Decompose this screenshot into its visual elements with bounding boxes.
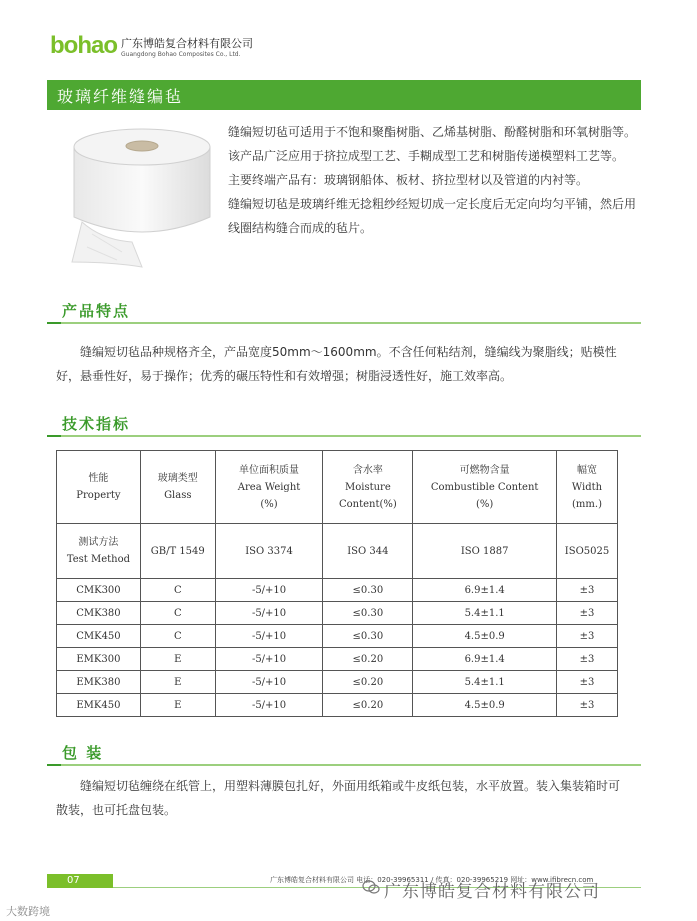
table-cell: ±3 <box>557 694 618 717</box>
table-cell: EMK380 <box>57 671 141 694</box>
column-header: 含水率 Moisture Content(%) <box>323 451 413 524</box>
table-cell: ±3 <box>557 579 618 602</box>
table-cell: -5/+10 <box>215 671 323 694</box>
table-cell: C <box>140 602 215 625</box>
section-heading-specs: 技术指标 <box>62 415 131 433</box>
table-row <box>57 694 618 717</box>
section-divider <box>47 435 641 437</box>
page-title: 玻璃纤维缝编毡 <box>57 87 184 106</box>
table-cell: ±3 <box>557 648 618 671</box>
table-cell: ±3 <box>557 625 618 648</box>
table-row <box>57 625 618 648</box>
table-cell: 测试方法 Test Method <box>57 524 141 579</box>
column-header: 幅宽 Width (mm.) <box>557 451 618 524</box>
table-cell: E <box>140 694 215 717</box>
table-cell: 4.5±0.9 <box>413 694 557 717</box>
page-number: 07 <box>67 875 80 886</box>
watermark-left: 大数跨境 <box>6 905 50 918</box>
section-heading-packaging: 包 装 <box>62 744 104 762</box>
table-cell: ISO 3374 <box>215 524 323 579</box>
table-cell: C <box>140 579 215 602</box>
table-cell: GB/T 1549 <box>140 524 215 579</box>
wechat-icon <box>362 878 380 896</box>
table-cell: -5/+10 <box>215 579 323 602</box>
company-logo <box>50 32 253 60</box>
table-cell: 6.9±1.4 <box>413 648 557 671</box>
title-bar <box>47 80 641 110</box>
column-header: 单位面积质量 Area Weight (%) <box>215 451 323 524</box>
table-cell: ISO5025 <box>557 524 618 579</box>
table-cell: -5/+10 <box>215 625 323 648</box>
logo-text <box>121 35 253 58</box>
section-heading-features: 产品特点 <box>62 302 131 320</box>
table-cell: ≤0.30 <box>323 602 413 625</box>
table-cell: -5/+10 <box>215 602 323 625</box>
table-cell: -5/+10 <box>215 648 323 671</box>
company-name-en: Guangdong Bohao Composites Co., Ltd. <box>121 50 241 58</box>
table-cell: CMK450 <box>57 625 141 648</box>
intro-text <box>228 120 638 240</box>
table-cell: ≤0.20 <box>323 694 413 717</box>
table-cell: ≤0.30 <box>323 625 413 648</box>
table-cell: -5/+10 <box>215 694 323 717</box>
intro-paragraph: 主要终端产品有：玻璃钢船体、板材、挤拉型材以及管道的内衬等。 <box>228 173 589 187</box>
test-method-row <box>57 524 618 579</box>
table-cell: EMK300 <box>57 648 141 671</box>
table-row <box>57 648 618 671</box>
table-cell: ≤0.20 <box>323 671 413 694</box>
table-cell: ISO 344 <box>323 524 413 579</box>
packaging-text: 缝编短切毡缠绕在纸管上，用塑料薄膜包扎好，外面用纸箱或牛皮纸包装，水平放置。装入集装箱时可散装，也可托盘包装。 <box>56 779 621 817</box>
table-cell: ±3 <box>557 671 618 694</box>
column-header: 玻璃类型 Glass <box>140 451 215 524</box>
table-cell: 5.4±1.1 <box>413 671 557 694</box>
column-header: 性能 Property <box>57 451 141 524</box>
column-header: 可燃物含量 Combustible Content (%) <box>413 451 557 524</box>
product-roll-image <box>62 122 222 272</box>
table-cell: CMK380 <box>57 602 141 625</box>
page-number-badge <box>47 874 113 888</box>
intro-paragraph: 缝编短切毡可适用于不饱和聚酯树脂、乙烯基树脂、酚醛树脂和环氧树脂等。该产品广泛应用于挤拉成型工艺、手糊成型工艺和树脂传递模塑料工艺等。 <box>228 125 637 163</box>
table-cell: EMK450 <box>57 694 141 717</box>
table-cell: E <box>140 671 215 694</box>
watermark-text: 广东博皓复合材料有限公司 <box>384 882 600 902</box>
table-cell: ≤0.20 <box>323 648 413 671</box>
table-cell: 6.9±1.4 <box>413 579 557 602</box>
table-header-row <box>57 451 618 524</box>
intro-paragraph: 缝编短切毡是玻璃纤维无捻粗纱经短切成一定长度后无定向均匀平铺，然后用线圈结构缝合而成的毡片。 <box>228 197 637 235</box>
section-divider <box>47 322 641 324</box>
table-row <box>57 602 618 625</box>
table-cell: E <box>140 648 215 671</box>
table-cell: ±3 <box>557 602 618 625</box>
table-row <box>57 671 618 694</box>
table-cell: 5.4±1.1 <box>413 602 557 625</box>
table-cell: C <box>140 625 215 648</box>
table-row <box>57 579 618 602</box>
section-divider <box>47 764 641 766</box>
table-cell: ≤0.30 <box>323 579 413 602</box>
table-cell: ISO 1887 <box>413 524 557 579</box>
company-name-cn: 广东博皓复合材料有限公司 <box>121 36 253 50</box>
table-cell: CMK300 <box>57 579 141 602</box>
logo-mark: bohao <box>50 32 117 59</box>
footer-contact: 广东博皓复合材料有限公司 电话：020-39965311 / 传真：020-39965219 网址：www.ifibrecn.com <box>270 876 594 884</box>
table-cell: 4.5±0.9 <box>413 625 557 648</box>
spec-table <box>56 450 618 717</box>
features-text: 缝编短切毡品种规格齐全，产品宽度50mm～1600mm。不含任何粘结剂，缝编线为聚脂线；贴模性好，悬垂性好，易于操作；优秀的碾压特性和有效增强；树脂浸透性好，施工效率高。 <box>56 345 617 383</box>
